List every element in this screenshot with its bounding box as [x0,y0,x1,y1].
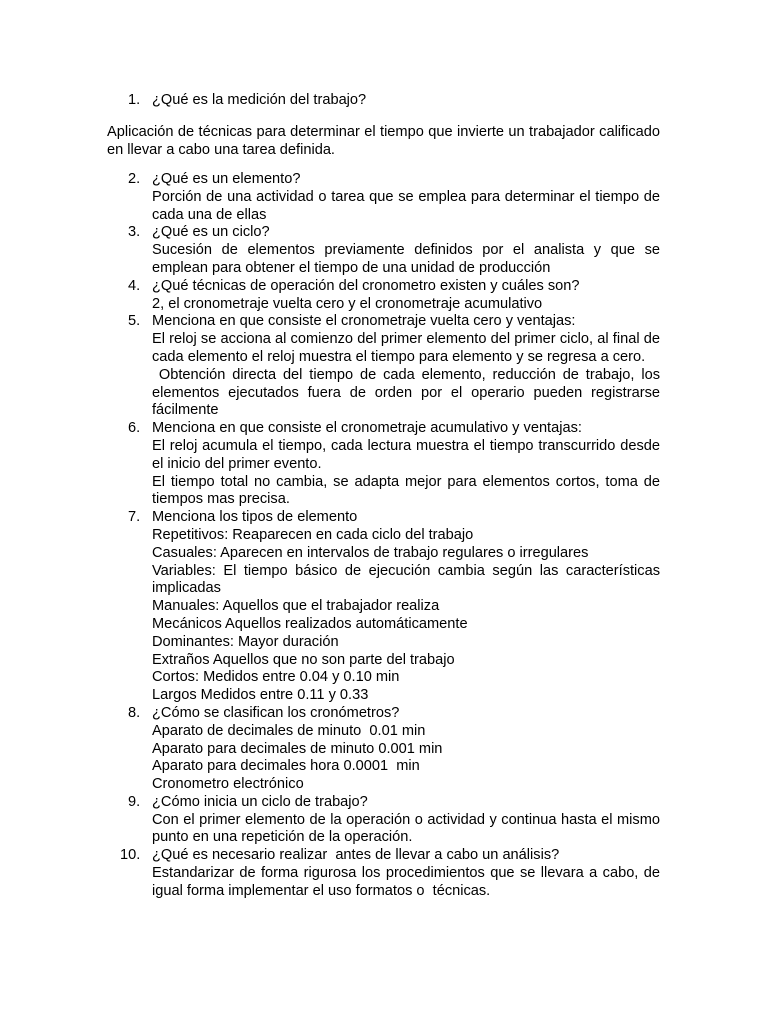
item-body [152,705,660,794]
answer-text: Con el primer elemento de la operación o actividad y continua hasta el mismo punto en una repetición de la operación. [152,811,665,846]
answer-text: Aparato de decimales de minuto 0.01 min [152,722,426,739]
question-list [120,171,665,901]
item-number: 10. [120,847,141,864]
answer-text: Porción de una actividad o tarea que se emplea para determinar el tiempo de cada una de ellas [152,188,665,223]
answer-text: Repetitivos: Reaparecen en cada ciclo del trabajo [152,526,474,543]
answer-text: Cronometro electrónico [152,776,304,793]
answer-text: Aparato para decimales de minuto 0.001 min [152,740,443,757]
question-text: ¿Cómo inicia un ciclo de trabajo? [152,793,368,810]
list-item [128,171,665,224]
answer-text: El tiempo total no cambia, se adapta mejor para elementos cortos, toma de tiempos mas precisa. [152,473,665,508]
item-number: 4. [128,277,141,294]
item-body [152,793,665,847]
answer-text: 2, el cronometraje vuelta cero y el cronometraje acumulativo [152,295,543,312]
answer-text: Casuales: Aparecen en intervalos de trabajo regulares o irregulares [152,544,589,561]
question-text: ¿Qué es la medición del trabajo? [152,92,367,108]
item-body [152,509,665,705]
list-item [128,793,665,847]
answer-text: Dominantes: Mayor duración [152,633,339,650]
question-text: Menciona en que consiste el cronometraje vuelta cero y ventajas: [152,313,576,330]
answer-text: Extraños Aquellos que no son parte del trabajo [152,651,455,668]
list-item [128,420,665,509]
answer-text: Obtención directa del tiempo de cada elemento, reducción de trabajo, los elementos ejecutados fuera de orden por el operario pueden registrarse fácilmente [152,366,665,419]
item-body [152,224,665,277]
item-body [152,171,665,224]
question-text: Menciona los tipos de elemento [152,509,358,526]
item-body [152,420,665,509]
answer-text: Sucesión de elementos previamente definidos por el analista y que se emplean para obtener el tiempo de una unidad de producción [152,242,665,276]
question-text: ¿Cómo se clasifican los cronómetros? [152,704,400,721]
answer-text: Variables: El tiempo básico de ejecución cambia según las características implicadas [152,562,665,597]
item-number: 2. [128,171,141,187]
answer-text: Mecánicos Aquellos realizados automáticamente [152,615,468,632]
question-text: ¿Qué técnicas de operación del cronometro existen y cuáles son? [152,277,580,294]
answer-text: El reloj acumula el tiempo, cada lectura muestra el tiempo transcurrido desde el inicio del primer evento. [152,437,665,472]
item-number: 6. [128,420,141,437]
question-1 [128,92,366,110]
item-number: 3. [128,224,141,241]
item-number: 9. [128,793,141,810]
question-text: ¿Qué es necesario realizar antes de llevar a cabo un análisis? [152,847,560,864]
item-body [152,278,660,314]
question-text: ¿Qué es un elemento? [152,171,301,187]
list-item [128,278,660,314]
question-text: Menciona en que consiste el cronometraje acumulativo y ventajas: [152,420,582,437]
item-number: 5. [128,313,141,330]
item-number: 7. [128,509,141,526]
item-number: 8. [128,704,141,721]
answer-text: Estandarizar de forma rigurosa los procedimientos que se llevara a cabo, de igual forma implementar el uso formatos o técnicas. [152,865,665,899]
answer-text: Manuales: Aquellos que el trabajador realiza [152,598,440,615]
answer-text: Largos Medidos entre 0.11 y 0.33 [152,687,369,704]
list-item [120,847,665,900]
intro-paragraph: Aplicación de técnicas para determinar el tiempo que invierte un trabajador calificado en llevar a cabo una tarea definida. [107,124,660,158]
answer-text: El reloj se acciona al comienzo del primer elemento del primer ciclo, al final de cada elemento el reloj muestra el tiempo para elemento y se regresa a cero. [152,331,665,365]
item-body [152,313,665,420]
answer-text: Aparato para decimales hora 0.0001 min [152,758,420,775]
list-item [128,705,660,794]
answer-text: Cortos: Medidos entre 0.04 y 0.10 min [152,669,400,686]
list-item [128,313,665,420]
list-item [128,224,665,277]
question-text: ¿Qué es un ciclo? [152,224,270,241]
list-item [128,509,665,705]
item-body [152,847,665,900]
item-number: 1. [128,92,141,108]
